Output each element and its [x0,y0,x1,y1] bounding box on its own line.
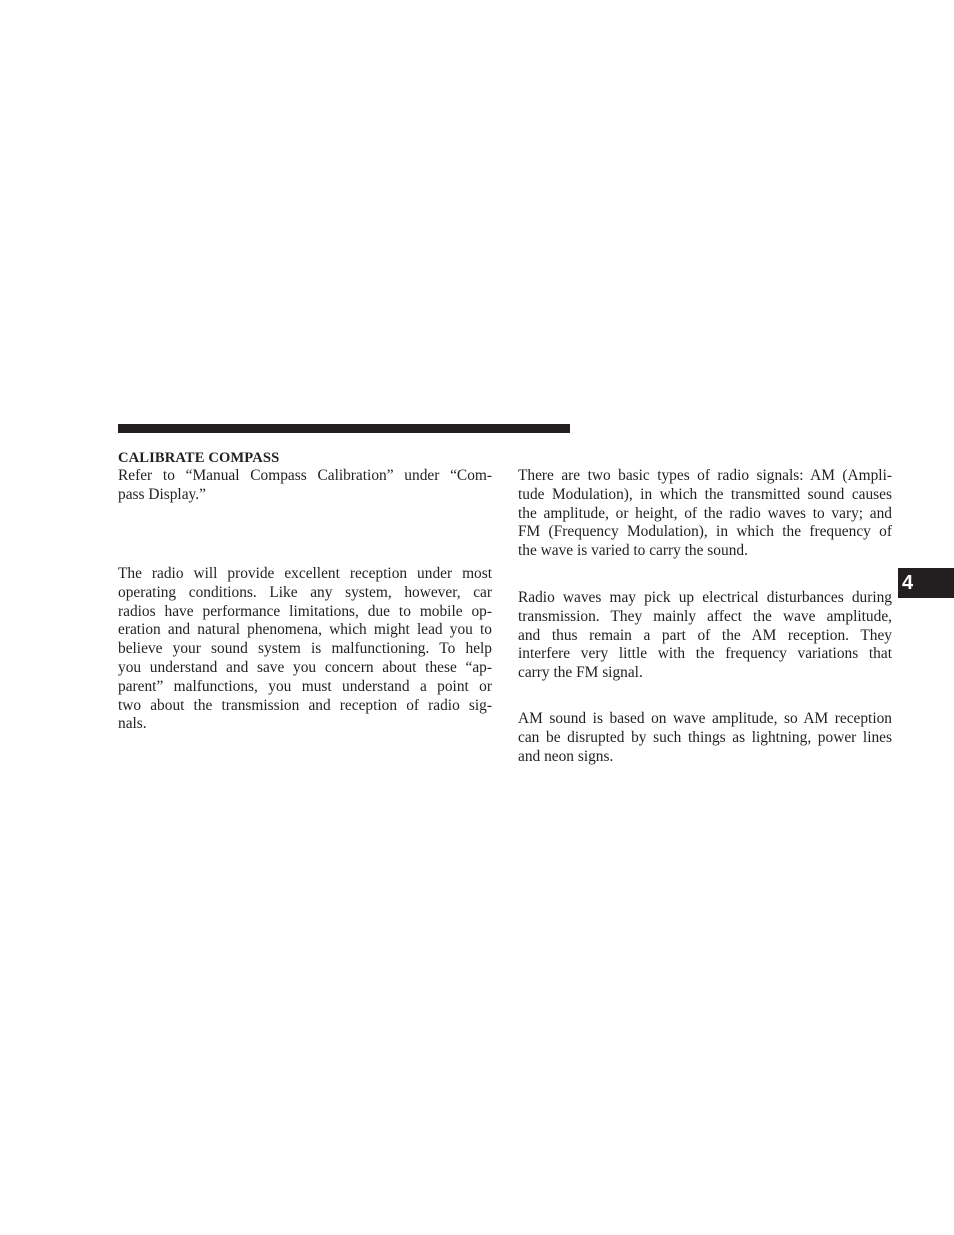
text-line: can be disrupted by such things as lightning, power lines [518,728,892,746]
text-line: carry the FM signal. [518,664,643,682]
text-line: FM (Frequency Modulation), in which the frequency of [518,523,892,541]
text-line: There are two basic types of radio signals: AM (Ampli- [518,467,892,484]
text-line: tude Modulation), in which the transmitted sound causes [518,485,892,503]
calibrate-compass-paragraph [118,467,492,505]
text-line: believe your sound system is malfunctioning. To help [118,640,492,658]
text-line: the amplitude, or height, of the radio waves to vary; and [518,504,892,522]
radio-signals-paragraph [518,467,892,561]
text-line: Radio waves may pick up electrical disturbances during [518,589,892,606]
text-line: two about the transmission and reception of radio sig- [118,696,492,714]
text-line: AM sound is based on wave amplitude, so AM reception [518,710,892,727]
text-line: interfere very little with the frequency variations that [518,645,892,663]
calibrate-compass-heading: CALIBRATE COMPASS [118,450,280,466]
text-line: you understand and save you concern about these “ap- [118,658,492,676]
text-line: eration and natural phenomena, which might lead you to [118,621,492,639]
text-line: parent” malfunctions, you must understand a point or [118,677,492,695]
text-line: nals. [118,715,147,733]
chapter-number: 4 [902,572,914,594]
text-line: and thus remain a part of the AM reception. They [518,626,892,644]
text-line: The radio will provide excellent reception under most [118,565,492,582]
text-line: and neon signs. [518,747,614,765]
section-divider-rule [118,424,570,433]
am-reception-paragraph [518,710,892,766]
text-line: Refer to “Manual Compass Calibration” under “Com- [118,467,492,484]
text-line: pass Display.” [118,485,206,503]
electrical-disturbances-paragraph [518,589,892,683]
text-line: transmission. They mainly affect the wave amplitude, [518,607,892,625]
radio-reception-paragraph [118,565,492,734]
text-line: radios have performance limitations, due to mobile op- [118,602,492,620]
text-line: operating conditions. Like any system, however, car [118,583,492,601]
text-line: the wave is varied to carry the sound. [518,542,748,560]
